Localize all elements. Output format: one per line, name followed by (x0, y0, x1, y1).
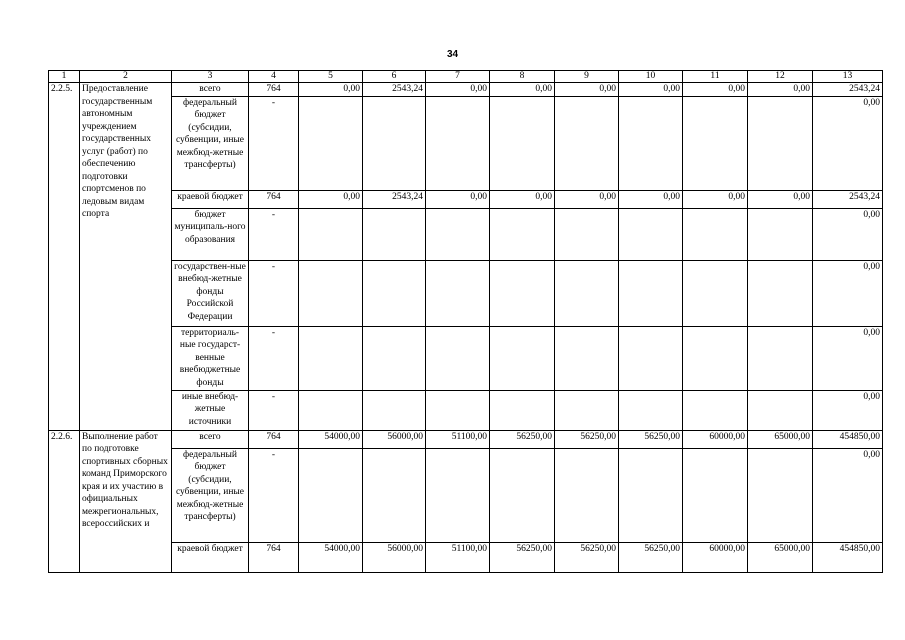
value-cell-col7 (426, 260, 490, 326)
column-header-13: 13 (813, 71, 883, 83)
value-cell-col6 (363, 326, 426, 390)
value-cell-col7: 0,00 (426, 83, 490, 97)
value-cell-col13: 0,00 (813, 208, 883, 260)
column-header-12: 12 (748, 71, 813, 83)
value-cell-col7 (426, 208, 490, 260)
row-code: 2.2.5. (49, 83, 80, 431)
value-cell-col7 (426, 448, 490, 542)
value-cell-col13: 0,00 (813, 448, 883, 542)
value-cell-col5 (299, 260, 363, 326)
funding-source: всего (172, 83, 249, 97)
value-cell-col9 (555, 260, 619, 326)
value-cell-col6: 56000,00 (363, 430, 426, 448)
value-cell-col11: 60000,00 (683, 542, 748, 572)
page-number: 34 (446, 49, 459, 60)
value-cell-col11 (683, 326, 748, 390)
value-cell-col10: 0,00 (619, 190, 683, 208)
code-cell: - (249, 96, 299, 190)
value-cell-col10: 0,00 (619, 83, 683, 97)
code-cell: 764 (249, 190, 299, 208)
value-cell-col12 (748, 390, 813, 430)
column-header-4: 4 (249, 71, 299, 83)
value-cell-col10 (619, 208, 683, 260)
value-cell-col6 (363, 208, 426, 260)
value-cell-col8: 56250,00 (490, 542, 555, 572)
table-row (49, 542, 883, 572)
value-cell-col5: 0,00 (299, 83, 363, 97)
value-cell-col9 (555, 208, 619, 260)
funding-source: государствен-ные внебюд-жетные фонды Российской Федерации (172, 260, 249, 326)
value-cell-col5 (299, 208, 363, 260)
value-cell-col12 (748, 326, 813, 390)
value-cell-col8 (490, 96, 555, 190)
value-cell-col8: 0,00 (490, 190, 555, 208)
value-cell-col9 (555, 390, 619, 430)
value-cell-col5 (299, 448, 363, 542)
column-header-11: 11 (683, 71, 748, 83)
value-cell-col12: 0,00 (748, 190, 813, 208)
funding-source: иные внебюд-жетные источники (172, 390, 249, 430)
code-cell: 764 (249, 83, 299, 97)
value-cell-col11 (683, 448, 748, 542)
column-header-2: 2 (80, 71, 172, 83)
code-cell: - (249, 448, 299, 542)
value-cell-col7 (426, 96, 490, 190)
table-row (49, 208, 883, 260)
column-header-5: 5 (299, 71, 363, 83)
table-row (49, 83, 883, 97)
value-cell-col10 (619, 96, 683, 190)
value-cell-col6 (363, 448, 426, 542)
table-row (49, 260, 883, 326)
value-cell-col5 (299, 96, 363, 190)
value-cell-col6: 56000,00 (363, 542, 426, 572)
funding-source: краевой бюджет (172, 542, 249, 572)
value-cell-col11: 0,00 (683, 190, 748, 208)
code-cell: - (249, 208, 299, 260)
header-row (49, 71, 883, 83)
value-cell-col10 (619, 326, 683, 390)
column-header-1: 1 (49, 71, 80, 83)
funding-source: территориаль-ные государст-венные внебюджетные фонды (172, 326, 249, 390)
value-cell-col8 (490, 208, 555, 260)
value-cell-col8 (490, 260, 555, 326)
code-cell: 764 (249, 542, 299, 572)
value-cell-col13: 0,00 (813, 326, 883, 390)
value-cell-col5: 54000,00 (299, 430, 363, 448)
value-cell-col8 (490, 448, 555, 542)
value-cell-col12 (748, 208, 813, 260)
table-row (49, 448, 883, 542)
value-cell-col6 (363, 260, 426, 326)
value-cell-col10 (619, 390, 683, 430)
value-cell-col11: 0,00 (683, 83, 748, 97)
funding-source: бюджет муниципаль-ного образования (172, 208, 249, 260)
value-cell-col11: 60000,00 (683, 430, 748, 448)
value-cell-col5 (299, 390, 363, 430)
value-cell-col7 (426, 390, 490, 430)
column-header-6: 6 (363, 71, 426, 83)
value-cell-col7: 0,00 (426, 190, 490, 208)
value-cell-col13: 454850,00 (813, 542, 883, 572)
budget-table (48, 70, 883, 573)
value-cell-col11 (683, 208, 748, 260)
value-cell-col7: 51100,00 (426, 542, 490, 572)
column-header-9: 9 (555, 71, 619, 83)
value-cell-col5 (299, 326, 363, 390)
value-cell-col10: 56250,00 (619, 542, 683, 572)
value-cell-col10 (619, 448, 683, 542)
code-cell: - (249, 390, 299, 430)
code-cell: 764 (249, 430, 299, 448)
value-cell-col8: 56250,00 (490, 430, 555, 448)
value-cell-col11 (683, 96, 748, 190)
funding-source: краевой бюджет (172, 190, 249, 208)
value-cell-col6 (363, 390, 426, 430)
funding-source: федеральный бюджет (субсидии, субвенции, иные межбюд-жетные трансферты) (172, 96, 249, 190)
value-cell-col13: 0,00 (813, 96, 883, 190)
code-cell: - (249, 326, 299, 390)
value-cell-col13: 0,00 (813, 260, 883, 326)
activity-name: Предоставление государственным автономным учреждением государственных услуг (работ) по обеспечению подготовки спортсменов по ледовым видам спорта (80, 83, 172, 431)
table-row (49, 96, 883, 190)
value-cell-col12: 65000,00 (748, 542, 813, 572)
value-cell-col9: 0,00 (555, 83, 619, 97)
value-cell-col10 (619, 260, 683, 326)
table-row (49, 430, 883, 448)
funding-source: всего (172, 430, 249, 448)
column-header-8: 8 (490, 71, 555, 83)
value-cell-col11 (683, 390, 748, 430)
table-row (49, 326, 883, 390)
value-cell-col6: 2543,24 (363, 83, 426, 97)
code-cell: - (249, 260, 299, 326)
value-cell-col9 (555, 448, 619, 542)
value-cell-col10: 56250,00 (619, 430, 683, 448)
value-cell-col8 (490, 326, 555, 390)
value-cell-col13: 0,00 (813, 390, 883, 430)
value-cell-col9: 56250,00 (555, 542, 619, 572)
value-cell-col12 (748, 96, 813, 190)
value-cell-col13: 454850,00 (813, 430, 883, 448)
value-cell-col13: 2543,24 (813, 190, 883, 208)
value-cell-col11 (683, 260, 748, 326)
activity-name: Выполнение работ по подготовке спортивных сборных команд Приморского края и их участию в официальных межрегиональных, всероссийских и (80, 430, 172, 572)
value-cell-col5: 0,00 (299, 190, 363, 208)
value-cell-col12 (748, 260, 813, 326)
value-cell-col9: 0,00 (555, 190, 619, 208)
value-cell-col8: 0,00 (490, 83, 555, 97)
value-cell-col8 (490, 390, 555, 430)
column-header-7: 7 (426, 71, 490, 83)
value-cell-col5: 54000,00 (299, 542, 363, 572)
value-cell-col7 (426, 326, 490, 390)
value-cell-col9 (555, 96, 619, 190)
column-header-10: 10 (619, 71, 683, 83)
value-cell-col12: 65000,00 (748, 430, 813, 448)
value-cell-col13: 2543,24 (813, 83, 883, 97)
row-code: 2.2.6. (49, 430, 80, 572)
value-cell-col12 (748, 448, 813, 542)
funding-source: федеральный бюджет (субсидии, субвенции, иные межбюд-жетные трансферты) (172, 448, 249, 542)
table-row (49, 190, 883, 208)
column-header-3: 3 (172, 71, 249, 83)
value-cell-col6: 2543,24 (363, 190, 426, 208)
value-cell-col12: 0,00 (748, 83, 813, 97)
value-cell-col9: 56250,00 (555, 430, 619, 448)
table-row (49, 390, 883, 430)
value-cell-col6 (363, 96, 426, 190)
value-cell-col7: 51100,00 (426, 430, 490, 448)
value-cell-col9 (555, 326, 619, 390)
